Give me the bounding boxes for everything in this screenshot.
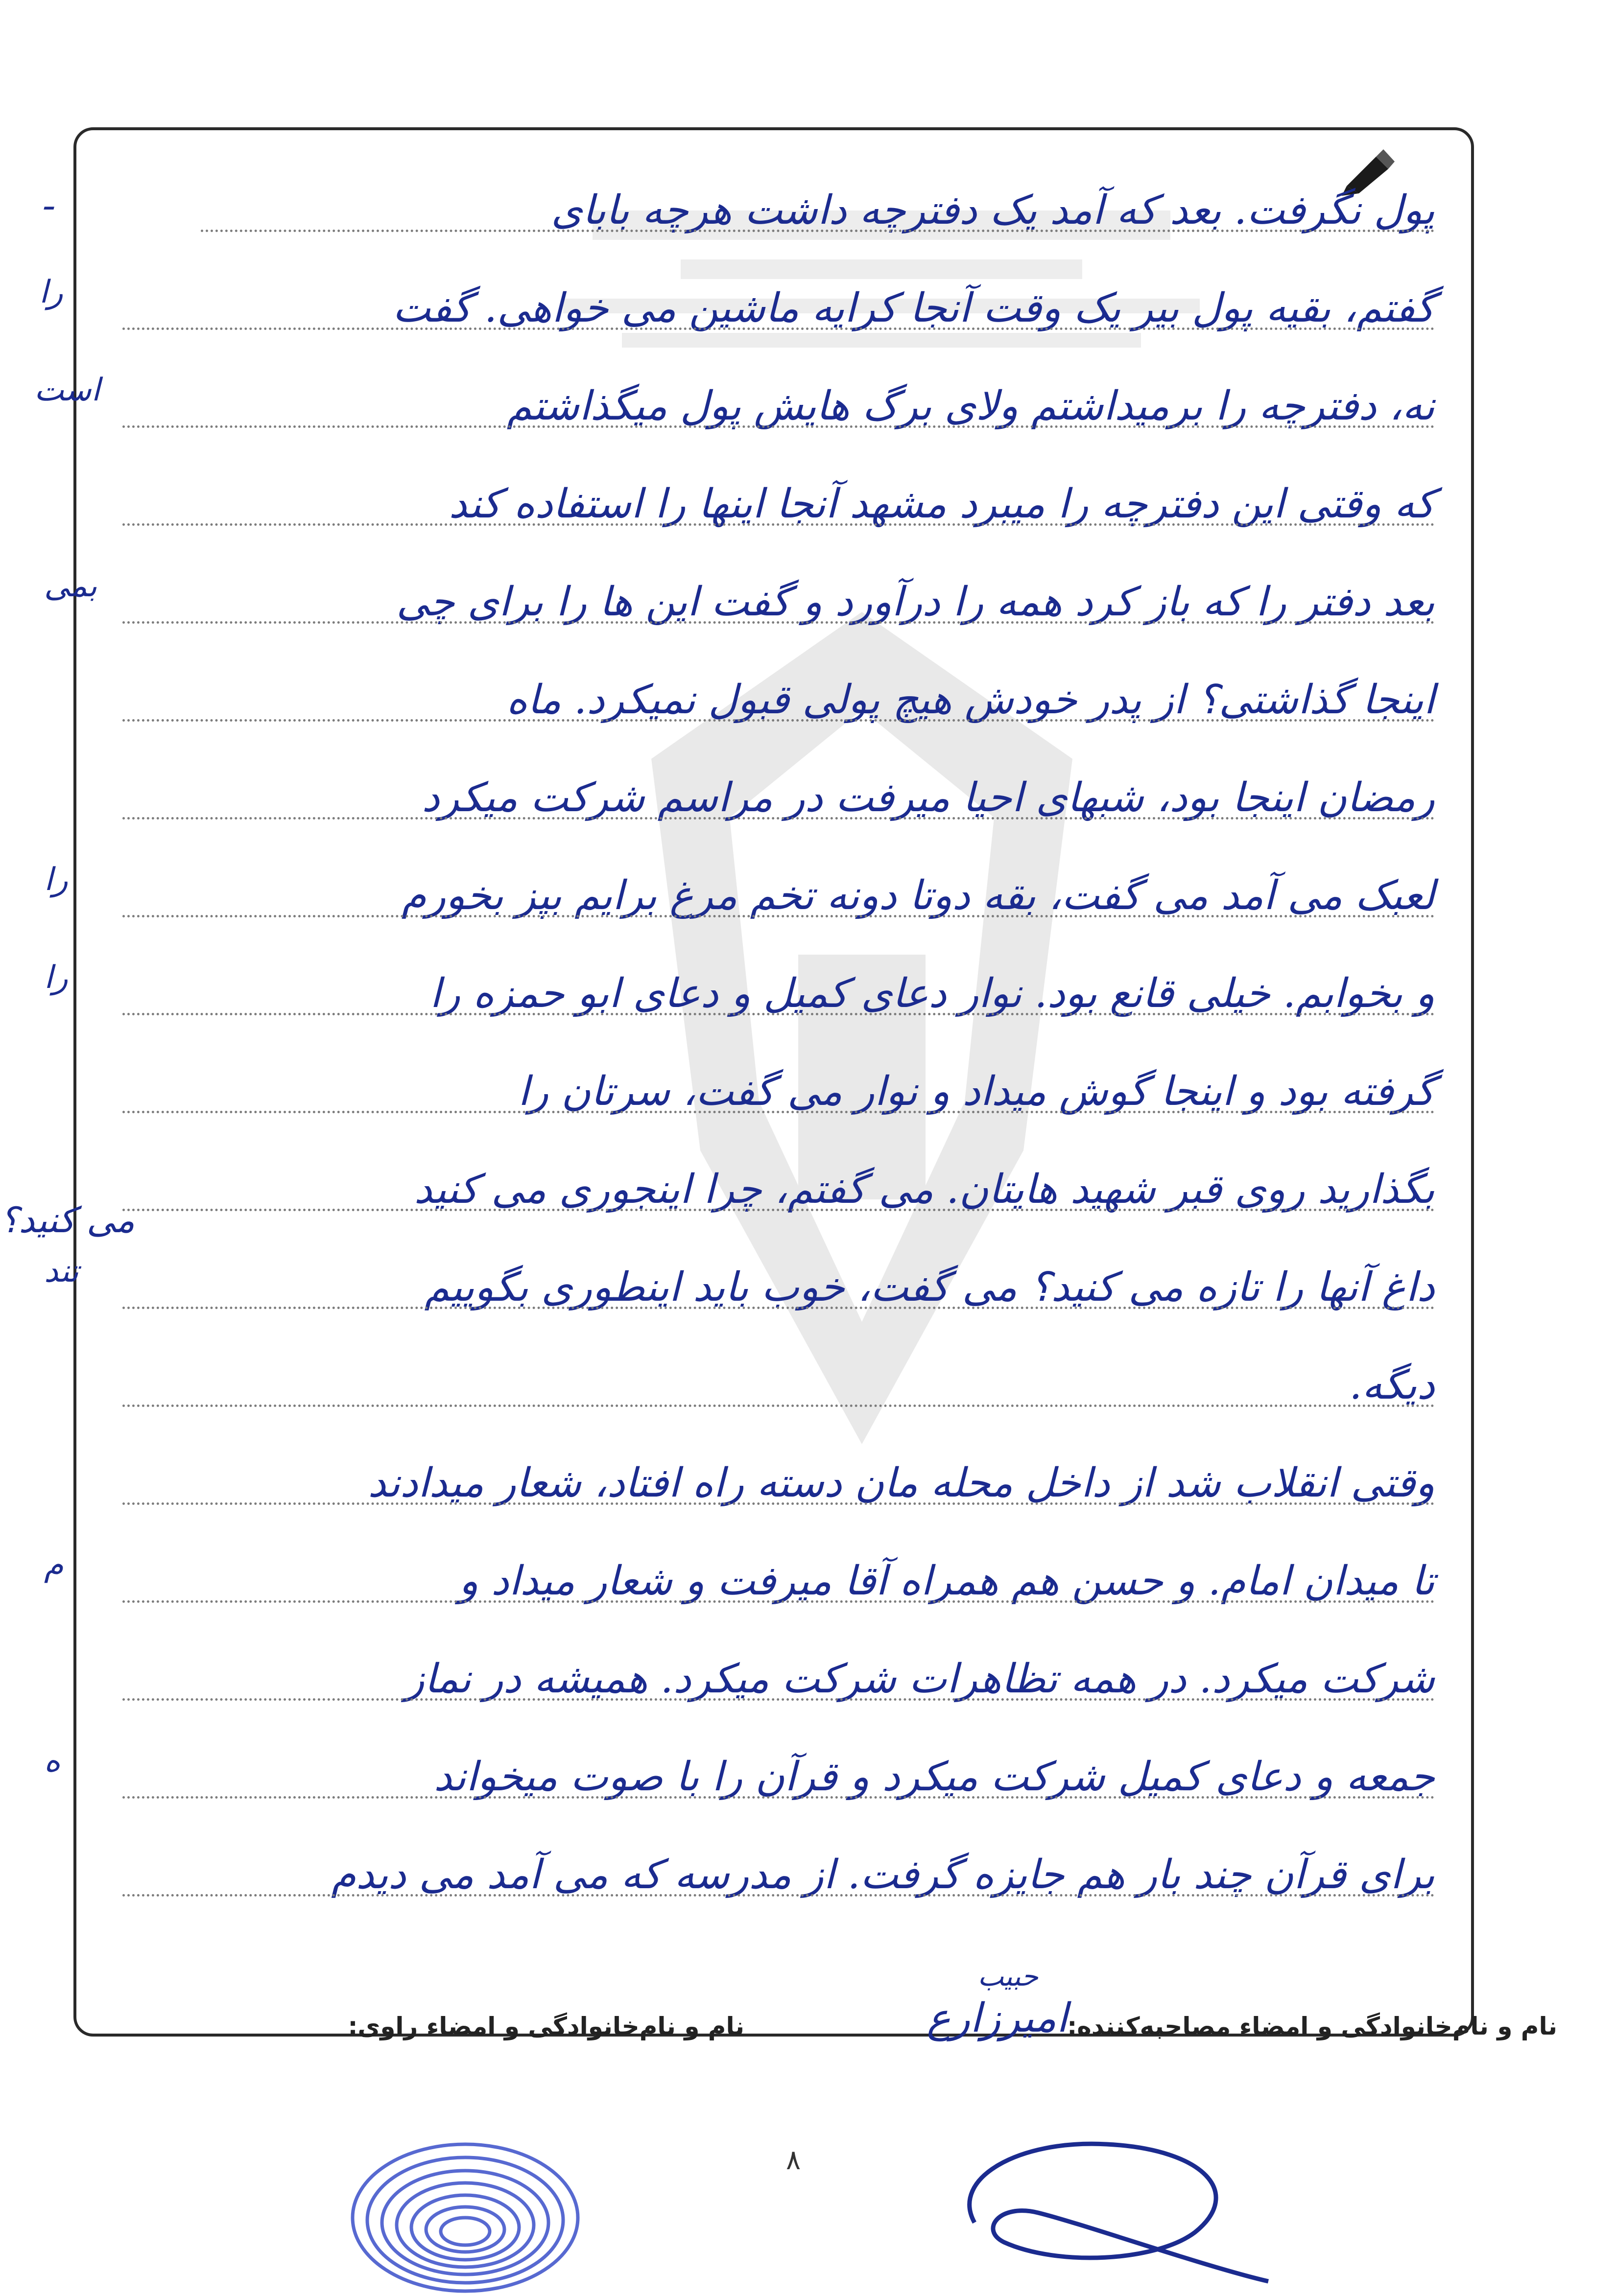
text-line: بعد دفتر را که باز کرد همه را درآورد و گفت این ها را برای چی [122, 568, 1435, 636]
signature-mark [930, 2120, 1273, 2286]
text-line: جمعه و دعای کمیل شرکت میکرد و قرآن را با صوت میخواند [122, 1743, 1435, 1811]
text-line: شرکت میکرد. در همه تظاهرات شرکت میکرد. همیشه در نماز [122, 1645, 1435, 1713]
text-line: گرفته بود و اینجا گوش میداد و نوار می گفت، سرتان را [122, 1057, 1435, 1126]
text-line: اینجا گذاشتی؟ از پدر خودش هیچ پولی قبول نمیکرد. ماه [122, 666, 1435, 734]
page-number: ۸ [786, 2144, 801, 2176]
text-line: داغ آنها را تازه می کنید؟ می گفت، خوب باید اینطوری بگوییم [122, 1253, 1435, 1322]
margin-note: است [34, 372, 100, 408]
fingerprint-stamp [333, 2120, 597, 2296]
margin-note: را [44, 960, 68, 996]
margin-note: ه [44, 1743, 61, 1779]
text-line: که وقتی این دفترچه را میبرد مشهد آنجا اینها را استفاده کند [122, 470, 1435, 539]
margin-note: را [39, 274, 63, 310]
text-line: برای قرآن چند بار هم جایزه گرفت. از مدرسه که می آمد می دیدم [122, 1841, 1435, 1909]
margin-note: بمی [44, 568, 97, 604]
margin-note-left: می کنید؟ [0, 1199, 135, 1241]
margin-note: را [44, 862, 68, 898]
margin-note: تند [44, 1253, 79, 1289]
margin-note: م [44, 1547, 64, 1583]
margin-note: ـ [44, 181, 53, 217]
text-line: نه، دفترچه را برمیداشتم ولای برگ هایش پول میگذاشتم [122, 372, 1435, 441]
interviewer-name-mark: حبیب [977, 1961, 1038, 1992]
text-line: بگذارید روی قبر شهید هایتان. می گفتم، چرا اینجوری می کنید [122, 1155, 1435, 1224]
text-line: لعبک می آمد می گفت، بقه دوتا دونه تخم مرغ برایم بپز بخورم [122, 862, 1435, 930]
text-line: و بخوابم. خیلی قانع بود. نوار دعای کمیل و دعای ابو حمزه را [122, 960, 1435, 1028]
narrator-label: نام و نام‌خانوادگی و امضاء راوی: [348, 2012, 744, 2040]
interviewer-label: نام و نام‌خانوادگی و امضاء مصاحبه‌کننده: [1067, 2012, 1557, 2040]
text-line: پول نگرفت. بعد که آمد یک دفترچه داشت هرچه بابای [201, 176, 1435, 245]
interviewer-name: امیرزارع [927, 1995, 1068, 2041]
text-line: تا میدان امام. و حسن هم همراه آقا میرفت و شعار میداد و [122, 1547, 1435, 1616]
text-line: وقتی انقلاب شد از داخل محله مان دسته راه افتاد، شعار میدادند [122, 1449, 1435, 1518]
text-line: دیگه. [122, 1351, 1435, 1420]
text-line: گفتم، بقیه پول بیر یک وقت آنجا کرایه ماشین می خواهی. گفت [122, 274, 1435, 343]
footer-signature-labels [304, 1961, 1557, 2056]
text-line: رمضان اینجا بود، شبهای احیا میرفت در مراسم شرکت میکرد [122, 764, 1435, 832]
